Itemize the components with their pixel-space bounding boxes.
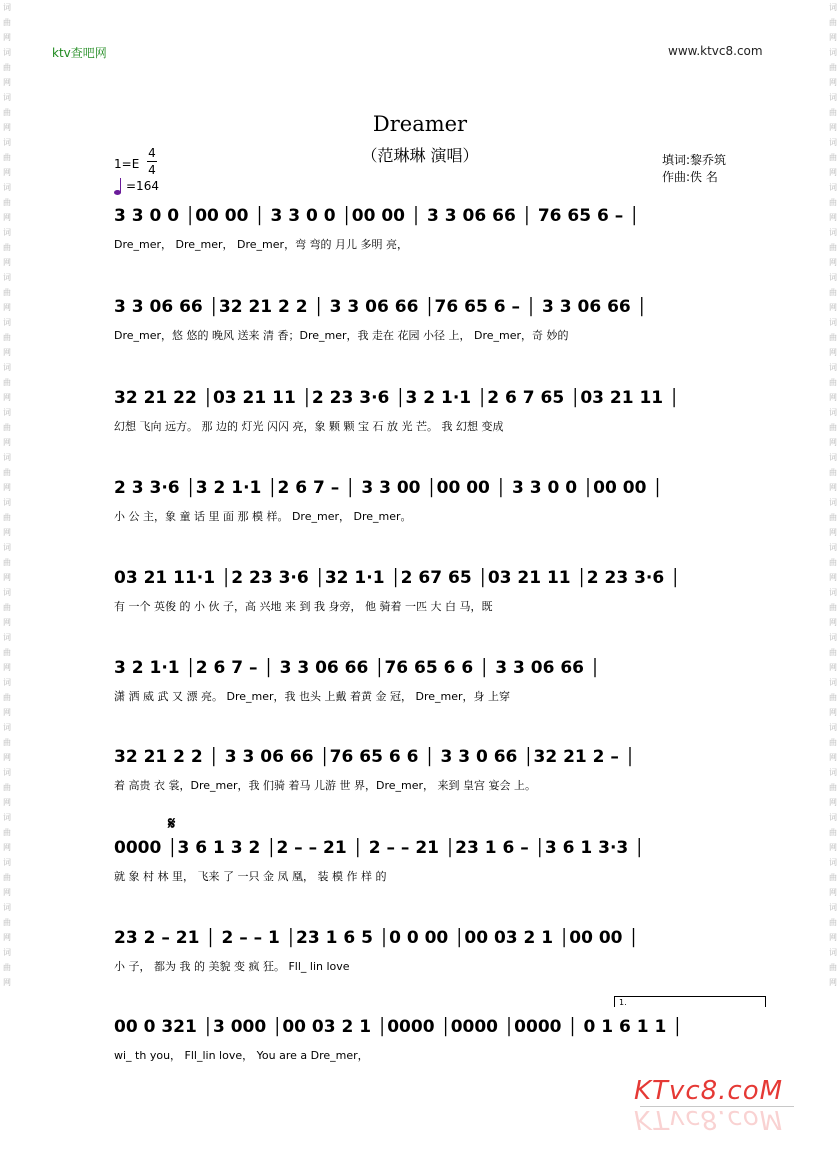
quarter-note-icon [114,177,124,195]
notation-line: 3 2 1·1 │2 6 7 – │ 3 3 06 66 │76 65 6 6 │ 3 3 06 66 │ [114,658,601,678]
time-signature [147,146,157,177]
lyric-line: 就 象 村 林 里， 飞来 了 一只 金 凤 凰， 装 模 作 样 的 [114,870,387,883]
notation-line: 23 2 – 21 │ 2 – – 1 │23 1 6 5 │0 0 00 │00 03 2 1 │00 00 │ [114,928,639,948]
lyric-line: Dre_mer，悠 悠的 晚风 送来 清 香；Dre_mer，我 走在 花园 小径 上， Dre_mer，奇 妙的 [114,329,569,342]
site-name-left: ktv查吧网 [52,46,107,60]
lyric-line: 小 子， 都为 我 的 美貌 变 疯 狂。 Fll_ lin love [114,960,350,973]
notation-line: 2 3 3·6 │3 2 1·1 │2 6 7 – │ 3 3 00 │00 00 │ 3 3 0 0 │00 00 │ [114,478,663,498]
lyricist: 填词:黎乔筑 [662,153,727,167]
notation-line: 0000 │3 6 1 3 2 │2 – – 21 │ 2 – – 21 │23 1 6 – │3 6 1 3·3 │ [114,838,645,858]
credits [662,152,726,186]
lyric-line: 着 高贵 衣 裳，Dre_mer，我 们骑 着马 儿游 世 界，Dre_mer， 来到 皇宫 宴会 上。 [114,779,537,792]
lyric-line: 有 一个 英俊 的 小 伙 子，高 兴地 来 到 我 身旁， 他 骑着 一匹 大 白 马，既 [114,600,493,613]
key-signature: 1=E [114,157,140,171]
volta-label: 1. [619,998,627,1007]
lyric-line: 潇 洒 威 武 又 漂 亮。 Dre_mer，我 也头 上戴 着黄 金 冠， Dre_mer，身 上穿 [114,690,510,703]
tempo-marking [114,177,159,195]
tempo-value: =164 [126,179,159,193]
composer: 作曲:佚 名 [662,170,718,184]
notation-line: 03 21 11·1 │2 23 3·6 │32 1·1 │2 67 65 │03 21 11 │2 23 3·6 │ [114,568,681,588]
brand-logo-reflection: KTvc8.coM [634,1104,784,1134]
lyric-line: Dre_mer， Dre_mer， Dre_mer，弯 弯的 月儿 多明 亮， [114,238,409,251]
song-title: Dreamer [372,112,468,136]
side-watermark-right: 词 曲 网 词 曲 网 词 曲 网 词 曲 网 词 曲 网 词 曲 网 词 曲 网 词 曲 网 词 曲 网 词 曲 网 词 曲 网 词 曲 网 词 曲 网 词 曲 网 词 曲 网 词 曲 网 词 曲 网 词 曲 网 词 曲 网 词 曲 网 词 曲 网 词 曲 网 [829,3,837,987]
time-signature-bottom: 4 [148,163,156,177]
site-url-right[interactable]: www.ktvc8.com [668,44,763,58]
brand-logo: KTvc8.coM [634,1076,784,1106]
notation-line: 3 3 06 66 │32 21 2 2 │ 3 3 06 66 │76 65 6 – │ 3 3 06 66 │ [114,297,647,317]
side-watermark-left: 词 曲 网 词 曲 网 词 曲 网 词 曲 网 词 曲 网 词 曲 网 词 曲 网 词 曲 网 词 曲 网 词 曲 网 词 曲 网 词 曲 网 词 曲 网 词 曲 网 词 曲 网 词 曲 网 词 曲 网 词 曲 网 词 曲 网 词 曲 网 词 曲 网 词 曲 网 [3,3,11,987]
first-ending-bracket [614,996,766,1007]
singer-line: （范琳琳 演唱） [361,146,479,165]
notation-line: 32 21 2 2 │ 3 3 06 66 │76 65 6 6 │ 3 3 0 66 │32 21 2 – │ [114,747,636,767]
lyric-line: 幻想 飞向 远方。 那 边的 灯光 闪闪 亮，象 颗 颗 宝 石 放 光 芒。 我 幻想 变成 [114,420,504,433]
time-signature-top: 4 [148,146,156,160]
lyric-line: wi_ th you， Fll_lin love， You are a Dre_mer， [114,1049,369,1062]
notation-line: 3 3 0 0 │00 00 │ 3 3 0 0 │00 00 │ 3 3 06 66 │ 76 65 6 – │ [114,206,640,226]
lyric-line: 小 公 主，象 童 话 里 面 那 模 样。 Dre_mer， Dre_mer。 [114,510,412,523]
segno-icon: 𝄋 [168,814,176,834]
notation-line: 00 0 321 │3 000 │00 03 2 1 │0000 │0000 │0000 │ 0 1 6 1 1 │ [114,1017,683,1037]
notation-line: 32 21 22 │03 21 11 │2 23 3·6 │3 2 1·1 │2 6 7 65 │03 21 11 │ [114,388,680,408]
